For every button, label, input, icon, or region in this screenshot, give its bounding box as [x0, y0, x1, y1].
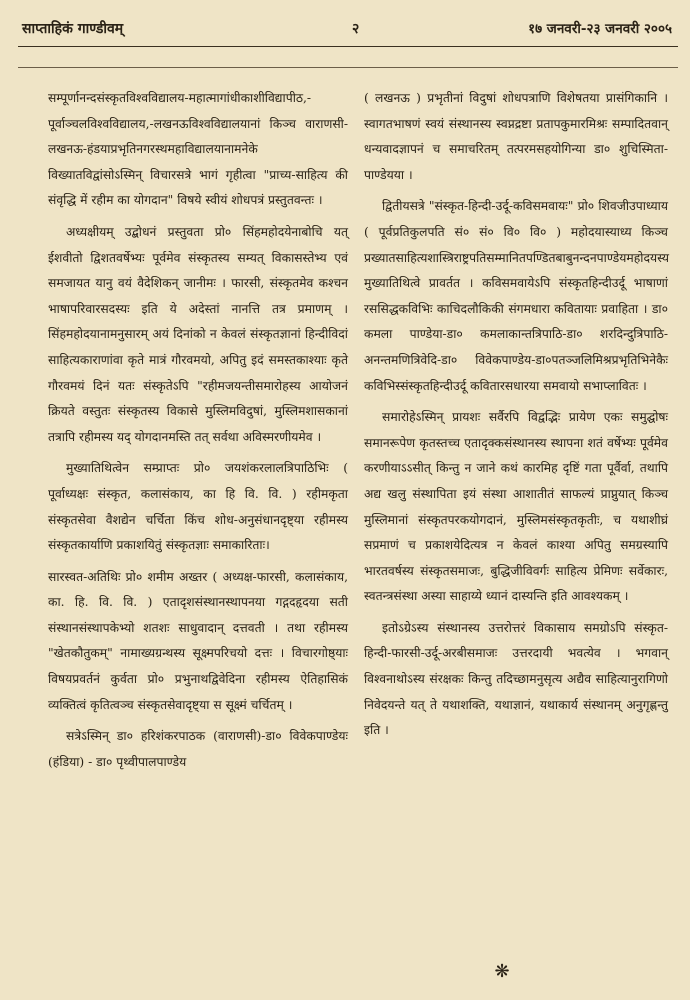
issue-date: १७ जनवरी-२३ जनवरी २००५ [528, 21, 672, 37]
paragraph: समारोहेऽस्मिन् प्रायशः सर्वैरपि विद्वद्भिः प्रायेण एकः समुद्घोषः समानरूपेण कृतस्तच्च एतादृक्कसंस्थानस्य स्थापना शतं वर्षेभ्यः पूर्वमेव करणीयाऽऽसीत् किन्तु न जाने कथं कारमिह दृष्टिं गता पूर्वैर्वा, तथापि अद्य खलु संस्थापिता इयं संस्था आशातीतं साफल्यं प्राप्नुयात् किञ्च मुस्लिमानां संस्कृतपरकयोगदानं, मुस्लिमसंस्कृतकृतीः, च यथाशीघ्रं सप्रमाणं च प्रकाशयेदित्यत्र न केवलं काश्या अपितु समग्रस्यापि भारतवर्षस्य संस्कृतसमाजः, बुद्धिजीविवर्गः साहित्य प्रेमिणः सर्वेकारः, स्वतन्त्रसंस्था अस्या साहाय्ये ध्यानं दास्यन्ति इति आवश्यकम् । [364, 410, 668, 604]
paragraph: मुख्यातिथित्वेन सम्प्राप्तः प्रो० जयशंकरलालत्रिपाठिभिः ( पूर्वाध्यक्षः संस्कृत, कलासंकाय, का हि वि. वि. ) रहीमकृता संस्कृतसेवा वैशद्येन चर्चिता किंच शोध-अनुसंधानदृष्ट्या रहीमस्य संस्कृतकार्याणि प्रकाशयितुं संस्कृतज्ञाः समाकारिताः। [48, 461, 348, 553]
article-column-left [48, 86, 348, 775]
paragraph: सत्रेऽस्मिन् डा० हरिशंकरपाठक (वाराणसी)-डा० विवेकपाण्डेयः (हंडिया) - डा० पृथ्वीपालपाण्डेय [48, 729, 348, 769]
page-number: २ [351, 20, 360, 37]
article-column-right [364, 86, 668, 744]
paragraph: इतोऽग्रेऽस्य संस्थानस्य उत्तरोत्तरं विकासाय समग्रोऽपि संस्कृत-हिन्दी-फारसी-उर्दू-अरबीसमाजः उत्तरदायी भवत्येव । भगवान् विश्वनाथोऽस्य संरक्षकः किन्तु तदिच्छामनुसृत्य अद्यैव साहित्यानुरागिणो निवेदयन्ते यत् ते यथाशक्ति, यथाज्ञानं, यथाकार्य संस्थानम् अनुगृह्णन्तु इति । [364, 620, 668, 738]
paragraph: ( लखनऊ ) प्रभृतीनां विदुषां शोधपत्राणि विशेषतया प्रासंगिकानि । स्वागतभाषणं स्वयं संस्थानस्य स्वप्नद्रष्टा प्रतापकुमारमिश्रः सम्पादितवान् धन्यवादज्ञापनं च समाचरितम् तत्परमसहयोगिन्या डा० शुचिस्मिता-पाण्डेयया । [364, 91, 668, 182]
paragraph: सारस्वत-अतिथिः प्रो० शमीम अख्तर ( अध्यक्ष-फारसी, कलासंकाय, का. हि. वि. वि. ) एतादृशसंस्थानस्थापनया गद्गदहृदया सती संस्थानसंस्थापकेभ्यो शतशः साधुवादान् दत्तवती । तथा रहीमस्य "खेतकौतुकम्" नामाख्यग्रन्थस्य सूक्ष्मपरिचयो दत्तः । विचारगोष्ठ्याः विषयप्रवर्तनं कुर्वता प्रो० प्रभुनाथद्विवेदिना रहीमस्य ऐतिहासिकं व्यक्तित्वं कृतित्वञ्च संस्कृतसेवादृष्ट्या स सूक्ष्मं चर्चितम् । [48, 569, 348, 712]
paragraph: अध्यक्षीयम् उद्बोधनं प्रस्तुवता प्रो० सिंहमहोदयेनाबोचि यत् ईशवीतो द्विशतवर्षेभ्यः पूर्वमेव संस्कृतस्य सम्यत् विकासस्तेभ्य एवं समजायत यानु वयं वैदेशिकन् जानीमः । फारसी, संस्कृतमेव कश्चन भाषापरिवारसदस्यः इति ये अदेस्तां नानत्ति तत्र प्रमाणम् । सिंहमहोदयानामनुसारम् अयं दिनांको न केवलं संस्कृतज्ञानां हिन्दीविदां साहित्यकाराणांवा कृते मात्रं गौरवमयो, अपितु इदं समस्तकाश्याः कृते गौरवमयं दिनं यतः संस्कृतेऽपि "रहीमजयन्तीसमारोहस्य आयोजनं क्रियते वस्तुतः संस्कृतस्य विकासे मुस्लिमविदुषां, मुस्लिमशासकानां तत्रापि रहीमस्य यद् योगदानमस्ति तत् सर्वथा अविस्मरणीयमेव । [48, 224, 348, 444]
publication-name: साप्ताहिकं गाण्डीवम् [22, 20, 124, 37]
page-header [22, 14, 672, 42]
end-ornament-icon: ❋ [494, 961, 510, 982]
header-rule-lower [18, 67, 678, 68]
paragraph: सम्पूर्णानन्दसंस्कृतविश्वविद्यालय-महात्मागांधीकाशीविद्यापीठ,-पूर्वाञ्चलविश्वविद्यालय,-लखनऊविश्वविद्यालयानां किञ्च वाराणसी-लखनऊ-हंडयाप्रभृतिनगरस्थमहाविद्यालयानामनेके विख्यातविद्वांसोऽस्मिन् विचारसत्रे भागं गृहीत्वा "प्राच्य-साहित्य की संवृद्धि में रहीम का योगदान" विषये स्वीयं शोधपत्रं प्रस्तुतवन्तः । [48, 91, 348, 208]
header-rule [18, 46, 678, 47]
paragraph: द्वितीयसत्रे "संस्कृत-हिन्दी-उर्दू-कविसमवायः" प्रो० शिवजीउपाध्याय ( पूर्वप्रतिकुलपति सं० सं० वि० वि० ) महोदयास्याध्य किञ्च प्रख्यातसाहित्यशास्त्रिराष्ट्रपतिसम्मानितपण्डितबाबुनन्दनपाण्डेयमहोदयस्य मुख्यातिथित्वे प्रावर्तत । कविसमवायेऽपि संस्कृतहिन्दीउर्दू भाषाणां रससिद्धकविभिः काचिदलौकिकी संगमधारा कवितायाः प्रवाहिता । डा० कमला पाण्डेया-डा० कमलाकान्तत्रिपाठि-डा० शरदिन्दुत्रिपाठि-अनन्तमणित्रिवेदि-डा० विवेकपाण्डेय-डा०पतञ्जलिमिश्रप्रभृतिभिनेकैः कविभिस्संस्कृतहिन्दीउर्दू कवितारसधारया समवायो सभाप्लावितः । [364, 199, 670, 393]
